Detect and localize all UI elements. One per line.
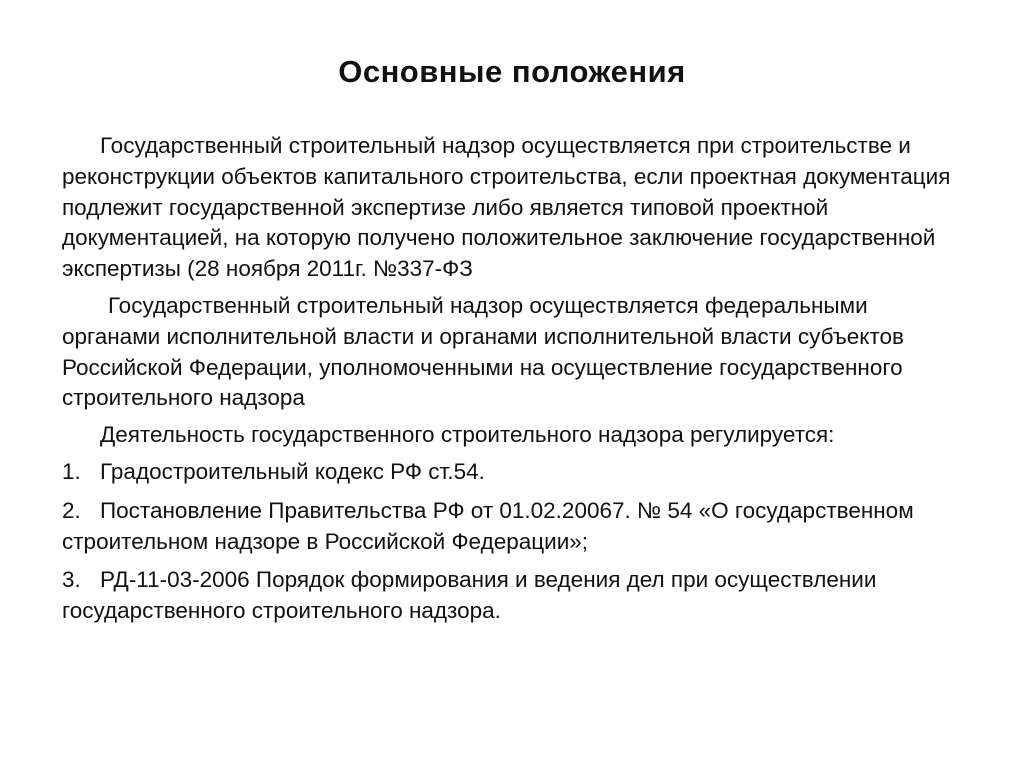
paragraph-regulation-intro: Деятельность государственного строительного надзора регулируется:: [100, 422, 835, 448]
list-item: [62, 496, 962, 558]
list-item-number: 3.: [62, 567, 81, 593]
list-item: [62, 457, 962, 488]
slide-body: [62, 131, 962, 635]
list-item-number: 1.: [62, 458, 81, 484]
list-item-number: 2.: [62, 497, 81, 523]
list-item-text: РД-11-03-2006 Порядок формирования и ведения дел при осуществлении государственного строительного надзора.: [62, 567, 877, 624]
regulation-list: [62, 457, 962, 627]
list-item: [62, 565, 962, 627]
slide-title: Основные положения: [338, 54, 686, 89]
paragraph-supervision-scope: Государственный строительный надзор осуществляется при строительстве и реконструкции объектов капитального строительства, если проектная документация подлежит государственной экспертизе либо является типовой проектной документацией, на которую получено положительное заключение государственной экспертизы (28 ноября 2011г. №337-ФЗ: [62, 133, 951, 282]
paragraph-supervision-authorities: Государственный строительный надзор осуществляется федеральными органами исполнительной власти и органами исполнительной власти субъектов Российской Федерации, уполномоченными на осуществление государственного строительного надзора: [62, 292, 904, 411]
list-item-text: Градостроительный кодекс РФ ст.54.: [100, 458, 485, 484]
list-item-text: Постановление Правительства РФ от 01.02.20067. № 54 «О государственном строительном надзоре в Российской Федерации»;: [62, 497, 914, 554]
